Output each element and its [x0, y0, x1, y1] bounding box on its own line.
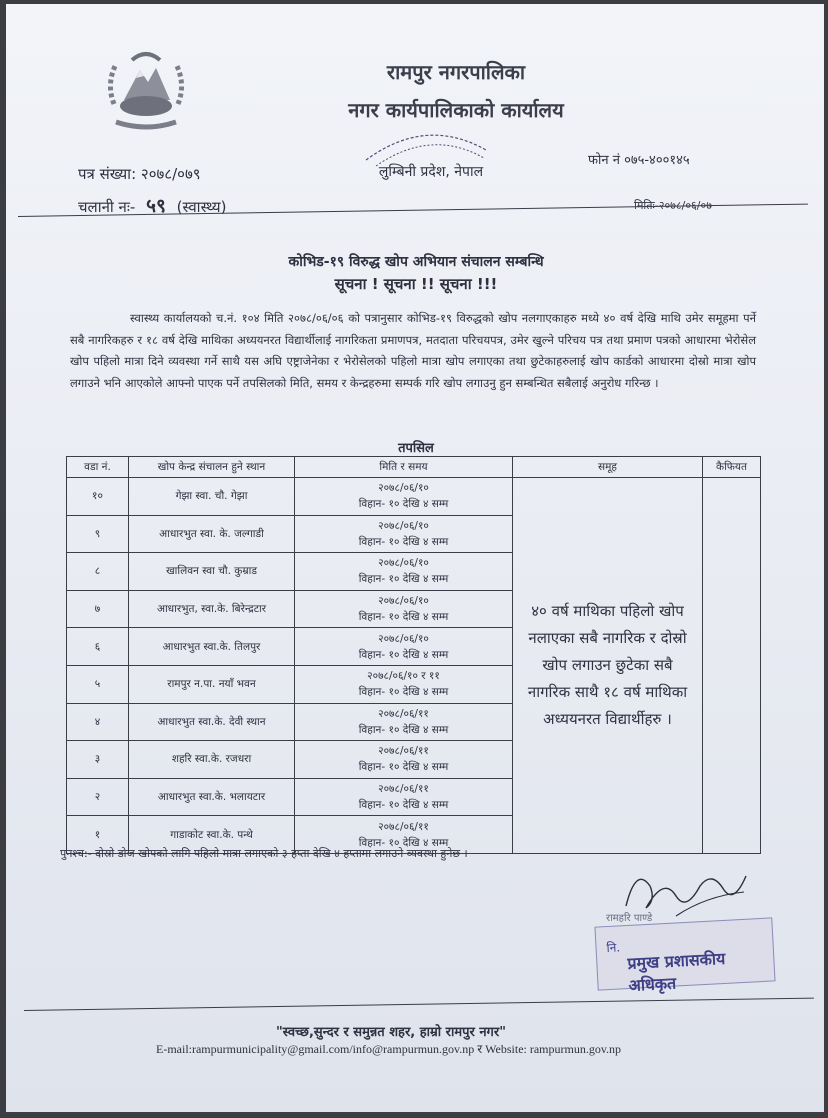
- date-text: २०७८/०६/११: [378, 783, 429, 796]
- header-datetime: मिति र समय: [295, 457, 513, 478]
- datetime-cell: [295, 590, 513, 628]
- time-text: विहान- १० देखि ४ सम्म: [358, 723, 449, 736]
- signatory-name: रामहरि पाण्डे: [606, 913, 653, 924]
- footer-slogan: "स्वच्छ,सुन्दर र समुन्नत शहर, हाम्रो रामपुर नगर": [276, 1025, 506, 1040]
- stamp-prefix: नि.: [606, 940, 621, 956]
- time-text: विहान- १० देखि ४ सम्म: [358, 611, 449, 624]
- center-cell: आधारभुत स्वा.के. तिलपुर: [129, 628, 295, 666]
- designation-stamp: [594, 917, 775, 995]
- center-cell: आधारभुत स्वा.के. भलायटार: [129, 778, 295, 816]
- date-text: २०७८/०६/१०: [378, 557, 429, 570]
- table-caption: तपसिल: [398, 441, 434, 456]
- center-cell: शहरि स्वा.के. रजधरा: [129, 741, 295, 779]
- center-cell: आधारभुत, स्वा.के. बिरेन्द्रटार: [129, 590, 295, 628]
- time-text: विहान- १० देखि ४ सम्म: [358, 573, 449, 586]
- center-cell: गेझा स्वा. चौ. गेझा: [129, 478, 295, 516]
- ward-cell: ६: [67, 628, 129, 666]
- center-cell: आधारभुत स्वा. के. जल्गाडी: [129, 515, 295, 553]
- ward-cell: ८: [67, 553, 129, 591]
- letter-date: मितिः-२०७८/०६/०७: [634, 199, 712, 212]
- datetime-cell: [295, 628, 513, 666]
- dispatch-department: (स्वास्थ्य): [176, 198, 227, 216]
- ward-cell: ७: [67, 590, 129, 628]
- table-row: [67, 478, 761, 516]
- ward-cell: १०: [67, 478, 129, 516]
- footer-divider: [24, 998, 814, 1011]
- center-cell: गाडाकोट स्वा.के. पन्थे: [129, 816, 295, 854]
- time-text: विहान- १० देखि ४ सम्म: [358, 498, 449, 511]
- group-cell: ४० वर्ष माथिका पहिलो खोप नलाएका सबै नागरिक र दोस्रो खोप लगाउन छुटेका सबै नागरिक साथै १८ वर्ष माथिका अध्ययनरत विद्यार्थीहरु ।: [513, 478, 703, 854]
- footnote: पुनश्च:- दोस्रो डोज खोपको लागि पहिलो मात्रा लगाएको ३ हप्ता देखि ४ हप्तामा लगाउने व्यवस्था हुनेछ ।: [60, 847, 468, 860]
- phone-number: फोन नं ०७५-४००१४५: [588, 153, 690, 168]
- time-text: विहान- १० देखि ४ सम्म: [358, 836, 449, 849]
- time-text: विहान- १० देखि ४ सम्म: [358, 686, 449, 699]
- office-location: लुम्बिनी प्रदेश, नेपाल: [378, 164, 484, 180]
- header-group: समूह: [513, 457, 703, 478]
- nepal-emblem-icon: [94, 40, 198, 136]
- datetime-cell: [295, 478, 513, 516]
- office-name: रामपुर नगरपालिका: [386, 60, 526, 84]
- datetime-cell: [295, 778, 513, 816]
- dispatch-number: ५९: [146, 195, 166, 217]
- date-text: २०७८/०६/११: [378, 820, 429, 833]
- notice-headline: सूचना ! सूचना !! सूचना !!!: [334, 275, 498, 293]
- header-ward: वडा नं.: [67, 457, 129, 478]
- date-text: २०७८/०६/११: [378, 707, 429, 720]
- date-text: २०७८/०६/११: [378, 745, 429, 758]
- time-text: विहान- १० देखि ४ सम्म: [358, 648, 449, 661]
- dispatch-label: चलानी नः-: [78, 198, 136, 216]
- date-text: २०७८/०६/१०: [378, 632, 429, 645]
- header-remarks: कैफियत: [703, 457, 761, 478]
- center-cell: आधारभुत स्वा.के. देवी स्थान: [129, 703, 295, 741]
- center-cell: खालिवन स्वा चौ. कुम्राड: [129, 553, 295, 591]
- date-text: २०७८/०६/१० र ११: [367, 670, 440, 683]
- ward-cell: १: [67, 816, 129, 854]
- datetime-cell: [295, 665, 513, 703]
- remarks-cell: [703, 478, 761, 854]
- date-text: २०७८/०६/१०: [378, 595, 429, 608]
- date-text: २०७८/०६/१०: [378, 519, 429, 532]
- reference-number: पत्र संख्या: २०७८/०७९: [78, 165, 201, 183]
- ward-cell: ४: [67, 703, 129, 741]
- table-header-row: [67, 457, 761, 478]
- datetime-cell: [295, 553, 513, 591]
- notice-document: [6, 4, 824, 1112]
- ward-cell: २: [67, 778, 129, 816]
- notice-title: कोभिड-१९ विरुद्ध खोप अभियान संचालन सम्बन्धि: [288, 254, 544, 270]
- time-text: विहान- १० देखि ४ सम्म: [358, 799, 449, 812]
- schedule-table: [66, 456, 761, 854]
- time-text: विहान- १० देखि ४ सम्म: [358, 761, 449, 774]
- ward-cell: ३: [67, 741, 129, 779]
- header-center: खोप केन्द्र संचालन हुने स्थान: [129, 457, 295, 478]
- datetime-cell: [295, 515, 513, 553]
- ward-cell: ५: [67, 665, 129, 703]
- notice-body: स्वास्थ्य कार्यालयको च.नं. १०४ मिति २०७८/०६/०६ को पत्रानुसार कोभिड-१९ विरुद्धको खोप नलगाएकाहरु मध्ये ४० वर्ष देखि माथि उमेर समूहमा पर्ने सबै नागरिकहरु र १८ वर्ष देखि माथिका अध्ययनरत विद्यार्थीलाई नागरिकता प्रमाणपत्र, मतदाता परिचयपत्र, उमेर खुल्ने परिचय पत्र तथा प्रमाण पत्रको आधारमा भेरोसेल खोप पहिलो मात्रा दिने व्यवस्था गर्ने साथै यस अघि एष्ट्राजेनेका र भेरोसेलको पहिलो मात्रा खोप लगाएका तथा छुटेकाहरुलाई खोप कार्डको आधारमा दोस्रो मात्रा खोप लगाउने भनि आएकोले आफ्नो पाएक पर्ने तपसिलको मिति, समय र केन्द्रहरुमा सम्पर्क गरि खोप लगाउनु हुन सम्बन्धित सबैलाई अनुरोध गरिन्छ ।: [70, 311, 756, 390]
- stamp-designation: प्रमुख प्रशासकीय अधिकृत: [626, 948, 726, 995]
- datetime-cell: [295, 741, 513, 779]
- datetime-cell: [295, 703, 513, 741]
- date-text: २०७८/०६/१०: [378, 482, 429, 495]
- center-cell: रामपुर न.पा. नयाँ भवन: [129, 665, 295, 703]
- ward-cell: ९: [67, 515, 129, 553]
- footer-contact: E-mail:rampurmunicipality@gmail.com/info@rampurmun.gov.np र Website: rampurmun.gov.np: [156, 1042, 622, 1056]
- office-subtitle: नगर कार्यपालिकाको कार्यालय: [348, 98, 564, 122]
- time-text: विहान- १० देखि ४ सम्म: [358, 535, 449, 548]
